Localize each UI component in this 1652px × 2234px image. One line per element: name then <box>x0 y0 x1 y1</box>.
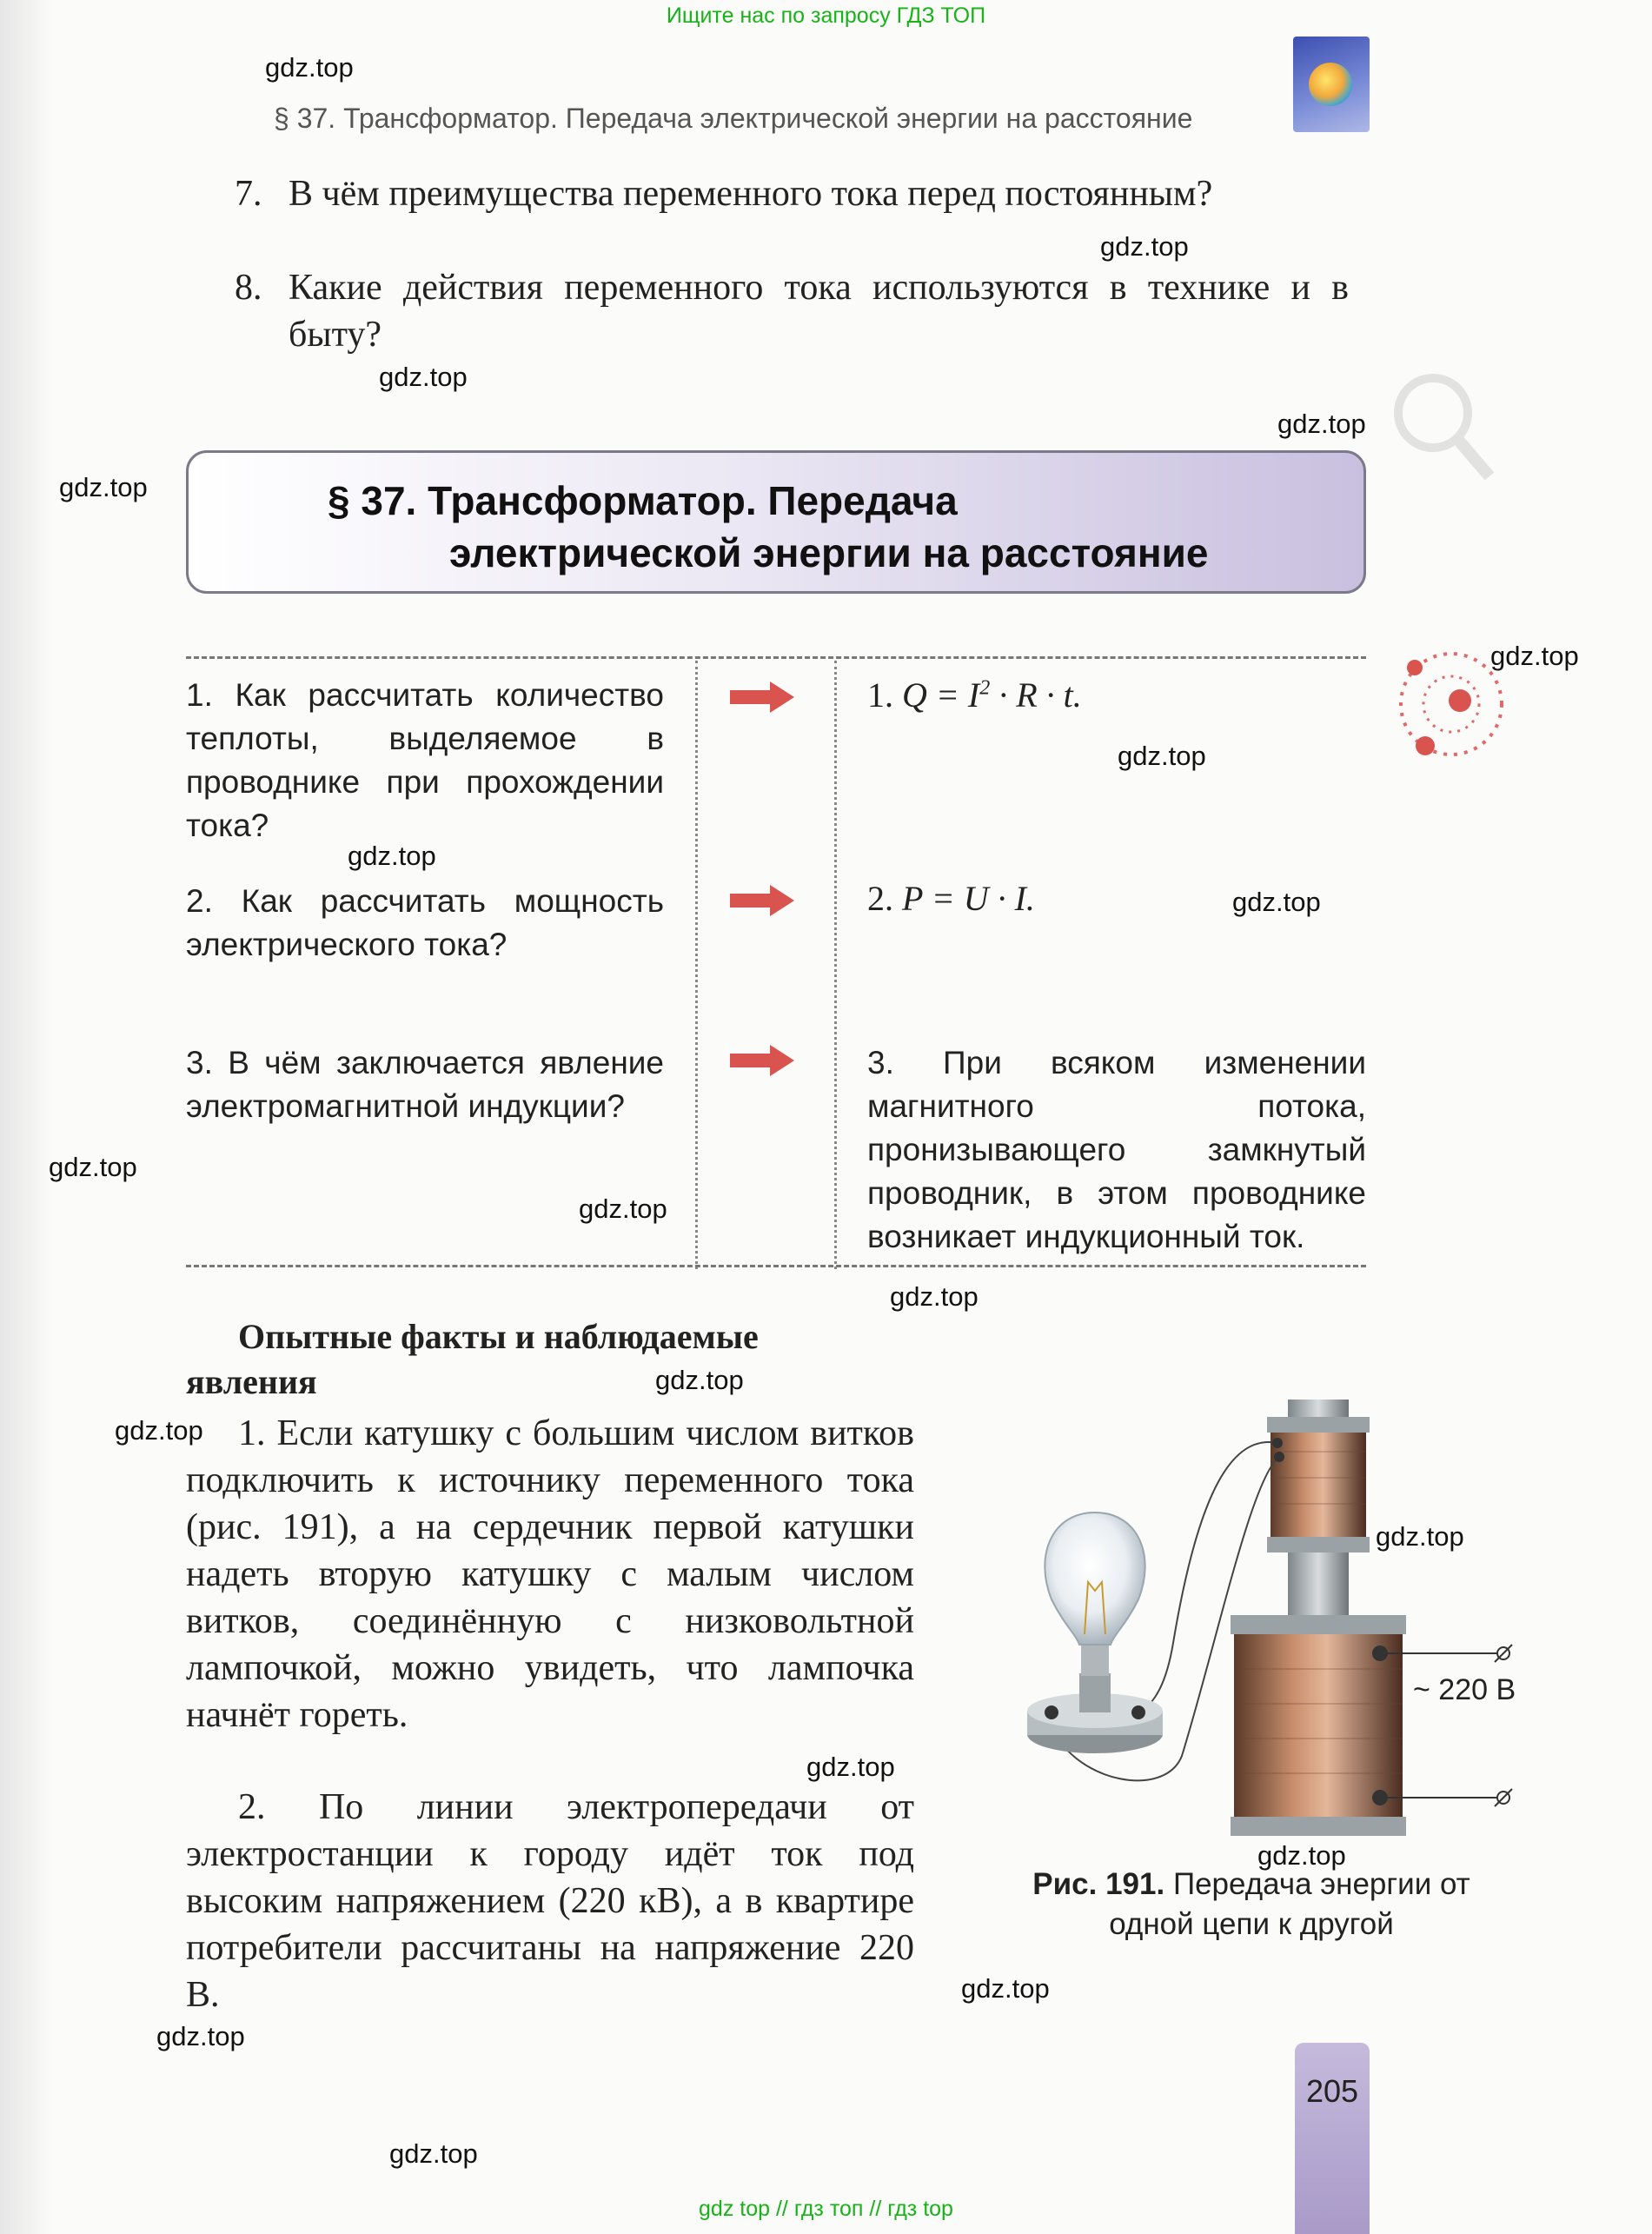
bottom-banner[interactable]: gdz top // гдз топ // гдз top <box>699 2197 953 2221</box>
section-title-line1: § 37. Трансформатор. Передача <box>328 478 958 523</box>
table-top-rule <box>186 656 1366 659</box>
page-number: 205 <box>1305 2073 1359 2109</box>
watermark: gdz.top <box>1118 741 1206 771</box>
answer-formula-rest: · R · t. <box>990 675 1082 715</box>
watermark: gdz.top <box>348 841 436 871</box>
running-head: § 37. Трансформатор. Передача электрической энергии на расстояние <box>274 103 1193 134</box>
magnifier-icon <box>1385 365 1498 487</box>
question-number: 8. <box>235 268 262 308</box>
transformer-figure <box>973 1382 1529 1852</box>
facts-heading <box>186 1314 916 1405</box>
right-arrow-icon <box>728 883 796 918</box>
page-spine-shadow <box>0 0 52 2234</box>
watermark: gdz.top <box>49 1152 137 1182</box>
question-8 <box>235 264 1364 360</box>
review-answer-3: 3. При всяком изменении магнитного потока, пронизывающего замкнутый проводник, в этом проводнике возникает индукционный ток. <box>867 1045 1366 1254</box>
question-text: В чём преимущества переменного тока перед постоянным? <box>289 174 1213 214</box>
watermark: gdz.top <box>379 362 468 392</box>
answer-formula: Q = I <box>902 675 980 715</box>
facts-heading-line2: явления <box>186 1362 317 1401</box>
figure-caption <box>1008 1865 1495 1945</box>
caption-label: Рис. 191. <box>1032 1867 1165 1901</box>
right-arrow-icon <box>728 1043 796 1078</box>
watermark: gdz.top <box>1257 1840 1346 1871</box>
voltage-label: ~ 220 В <box>1413 1673 1516 1706</box>
section-title-line2: электрической энергии на расстояние <box>449 530 1209 575</box>
question-number: 7. <box>235 174 262 214</box>
watermark: gdz.top <box>890 1281 979 1312</box>
galaxy-icon <box>1309 63 1352 106</box>
watermark: gdz.top <box>579 1193 667 1224</box>
review-answer-2 <box>867 878 1035 919</box>
watermark: gdz.top <box>265 52 354 83</box>
caption-text: Передача энергии от одной цепи к другой <box>1109 1867 1470 1941</box>
chapter-icon <box>1293 37 1370 132</box>
right-arrow-icon <box>728 680 796 715</box>
question-7 <box>235 170 1364 266</box>
watermark: gdz.top <box>655 1365 744 1395</box>
review-question-3: 3. В чём заключается явление электромагнитной индукции? <box>186 1045 664 1124</box>
top-search-banner[interactable]: Ищите нас по запросу ГДЗ ТОП <box>666 3 986 28</box>
table-bottom-rule <box>186 1265 1366 1267</box>
review-question-2: 2. Как рассчитать мощность электрического тока? <box>186 883 664 962</box>
watermark: gdz.top <box>1100 231 1189 262</box>
watermark: gdz.top <box>156 2021 245 2051</box>
review-question-1: 1. Как рассчитать количество теплоты, выделяемое в проводнике при прохождении тока? <box>186 677 664 843</box>
watermark: gdz.top <box>1277 409 1366 439</box>
watermark: gdz.top <box>59 472 148 502</box>
section-title-banner <box>186 450 1366 594</box>
answer-formula: P = U · I. <box>902 879 1035 918</box>
table-divider-left <box>695 661 698 1269</box>
answer-number: 2. <box>867 879 893 918</box>
watermark: gdz.top <box>961 1973 1050 2004</box>
watermark: gdz.top <box>1376 1521 1464 1552</box>
watermark: gdz.top <box>389 2138 478 2169</box>
watermark: gdz.top <box>806 1752 895 1782</box>
watermark: gdz.top <box>1232 887 1321 917</box>
watermark: gdz.top <box>1490 641 1579 671</box>
paragraph-2: 2. По линии электропередачи от электростанции к городу идёт ток под высоким напряжением (220 кВ), а в квартире потребители рассчитаны на напряжение 220 В. <box>186 1787 914 2015</box>
answer-number: 1. <box>867 675 893 715</box>
review-answer-1 <box>867 675 1082 715</box>
question-text: Какие действия переменного тока используются в технике и в быту? <box>289 268 1349 355</box>
answer-exponent: 2 <box>979 676 991 700</box>
watermark: gdz.top <box>115 1415 203 1446</box>
paragraph-1: 1. Если катушку с большим числом витков подключить к источнику переменного тока (рис. 191), а на сердечник первой катушки надеть вторую катушку с малым числом витков, соединённую с низковольтной лампочкой, можно увидеть, что лампочка начнёт гореть. <box>186 1413 914 1735</box>
facts-heading-line1: Опытные факты и наблюдаемые <box>238 1317 759 1356</box>
table-divider-right <box>834 661 837 1269</box>
